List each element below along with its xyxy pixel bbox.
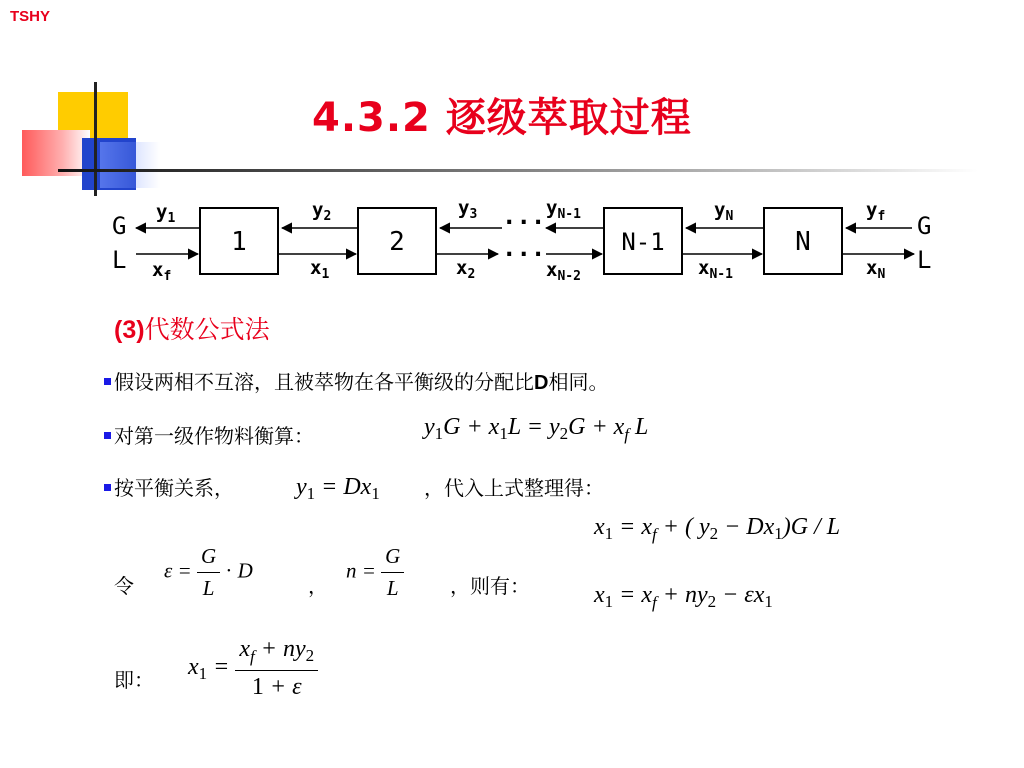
- flow-label-xn: $x_N$: [866, 257, 886, 282]
- right-label-g: G: [917, 212, 932, 240]
- bullet-equilibrium: 按平衡关系，: [104, 472, 234, 501]
- decor-vertical-line: [94, 82, 97, 196]
- then-text: ，则有：: [450, 574, 530, 598]
- left-label-l: L: [112, 246, 127, 274]
- method-heading: [114, 310, 270, 346]
- method-title: 代数公式法: [144, 315, 270, 344]
- flow-label-yf: $y_f$: [866, 199, 886, 224]
- equation-equilibrium: $y_1 = Dx_1$: [296, 474, 380, 503]
- equation-simplified: $x_1 = x_f + ny_2 - \varepsilon x_1$: [594, 582, 773, 612]
- stage-label-1: 1: [231, 227, 247, 257]
- stage-label-2: 2: [389, 227, 405, 257]
- equation-epsilon-definition: ε = $\frac{G}{L}$ · D: [164, 544, 253, 600]
- flow-label-yn-1: $y_{N-1}$: [546, 197, 581, 222]
- bullet-marker: [104, 484, 111, 491]
- bullet-material-balance: 对第一级作物料衡算：: [104, 420, 314, 449]
- flow-label-xn-2: $x_{N-2}$: [546, 259, 581, 284]
- equation-n-definition: n = $\frac{G}{L}$: [346, 544, 404, 601]
- decor-blue-fade: [100, 142, 160, 188]
- substitute-text: ，代入上式整理得：: [424, 476, 604, 500]
- flow-label-y2: $y_2$: [312, 199, 332, 224]
- ie-text: 即：: [114, 668, 154, 692]
- slide-title: 4.3.2 逐级萃取过程: [312, 95, 692, 141]
- equation-final-solution: $x_1$ = $\frac{x_f + ny_2}{1 + \varepsilon}$: [188, 636, 318, 701]
- flow-label-xn-1: $x_{N-1}$: [698, 257, 733, 282]
- bullet-marker: [104, 432, 111, 439]
- right-label-l: L: [917, 246, 932, 274]
- comma-separator: ，: [308, 574, 328, 598]
- flow-label-x2: $x_2$: [456, 257, 476, 282]
- equation-rearranged: $x_1 = x_f$ + ( $y_2 - Dx_1)G / L$: [594, 514, 841, 544]
- flow-label-xf: $x_f$: [152, 259, 172, 284]
- brand-logo-text: TSHY: [10, 8, 51, 25]
- ellipsis-top: ···: [502, 208, 546, 236]
- flow-label-y1: $y_1$: [156, 201, 176, 226]
- stage-label-n-1: N-1: [621, 228, 665, 256]
- title-divider-line: [58, 169, 978, 172]
- left-label-g: G: [112, 212, 127, 240]
- stage-label-n: N: [795, 227, 811, 257]
- equation-material-balance: $y_1G + x_1L = y_2G + x_f$ L: [424, 414, 649, 444]
- bullet-assumption: 假设两相不互溶，且被萃物在各平衡级的分配比D相同。: [104, 366, 608, 395]
- distribution-ratio-symbol: D: [534, 372, 549, 394]
- extraction-cascade-diagram: [110, 196, 950, 288]
- bullet-marker: [104, 378, 111, 385]
- method-number: (3): [114, 316, 145, 344]
- flow-label-y3: $y_3$: [458, 197, 478, 222]
- ellipsis-bottom: ···: [502, 240, 546, 268]
- let-text: 令: [114, 574, 134, 598]
- flow-label-yn: $y_N$: [714, 199, 734, 224]
- flow-label-x1: $x_1$: [310, 257, 330, 282]
